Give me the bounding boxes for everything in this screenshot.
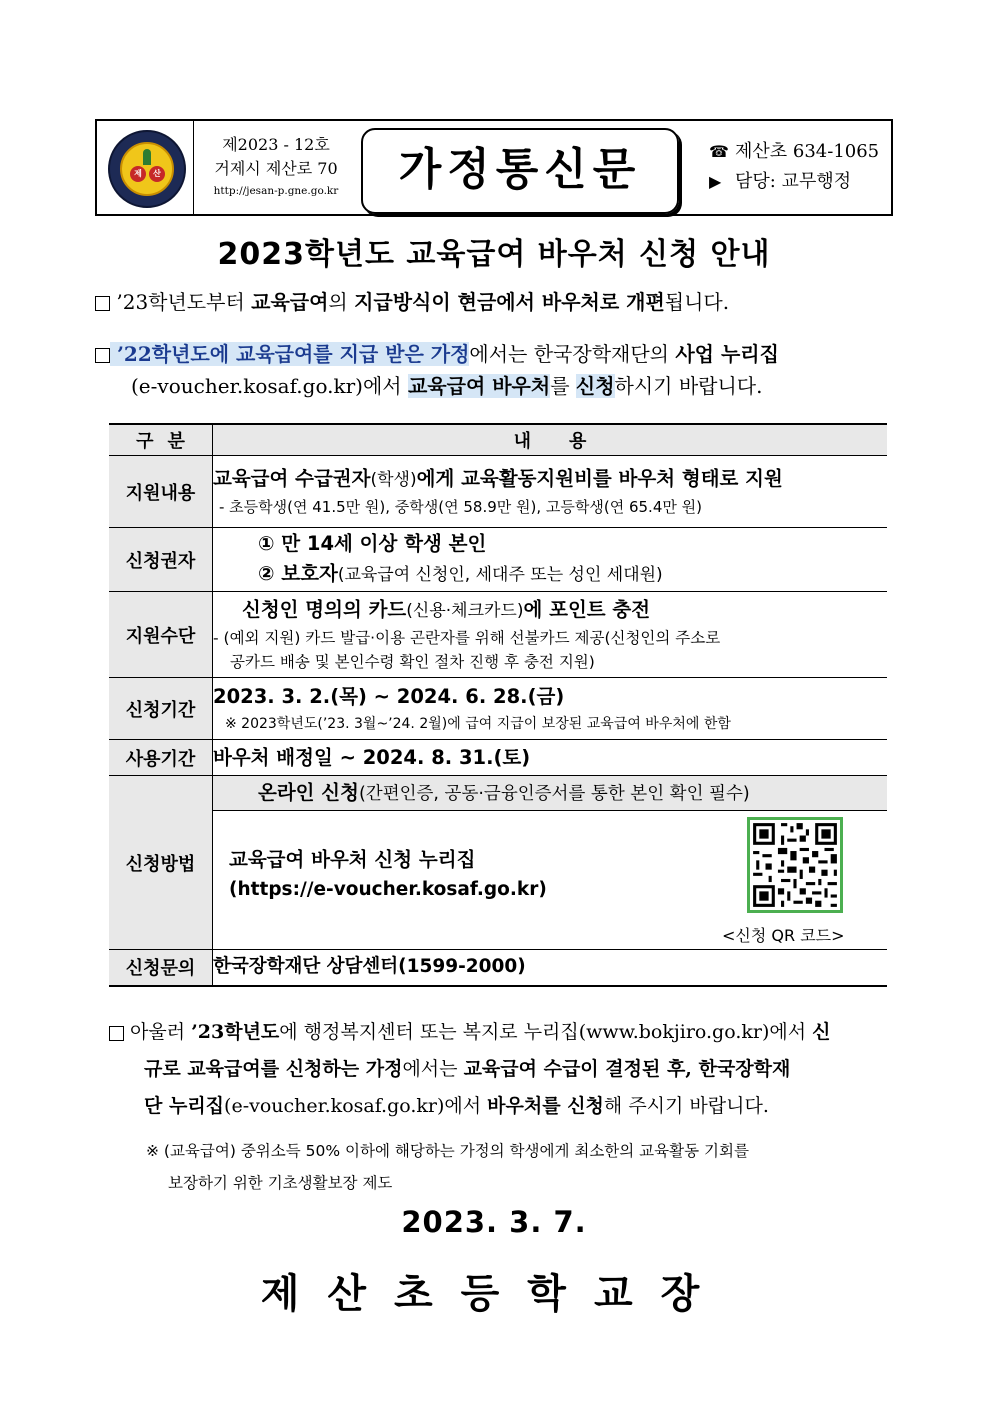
site-name: 교육급여 바우처 신청 누리집 — [229, 848, 476, 871]
checkbox-icon — [95, 348, 110, 363]
newsletter-header — [95, 119, 893, 216]
table-header-content: 내용 — [213, 424, 888, 456]
row-label: 사용기간 — [109, 740, 213, 776]
row-content: ① 만 14세 이상 학생 본인 ② 보호자(교육급여 신청인, 세대주 또는 성인 세대원) — [213, 528, 888, 592]
table-row-applicant — [109, 528, 887, 592]
notice-footnote-1: ※ (교육급여) 중위소득 50% 이하에 해당하는 가정의 학생에게 최소한의 교육활동 기회를 — [146, 1142, 749, 1160]
table-row-means — [109, 592, 887, 678]
phone-icon: ☎ — [709, 142, 729, 161]
intro-line-1: ’23학년도부터 교육급여의 지급방식이 현금에서 바우처로 개편됩니다. — [95, 282, 729, 322]
manager: 담당: 교무행정 — [735, 171, 852, 192]
row-label: 지원수단 — [109, 592, 213, 678]
row-label: 지원내용 — [109, 456, 213, 528]
table-header-row — [109, 424, 887, 456]
row-content: 신청인 명의의 카드(신용·체크카드)에 포인트 충전 - (예외 지원) 카드 발급·이용 곤란자를 위해 선불카드 제공(신청인의 주소로 공카드 배송 및 본인수령 확인 절차 진행 후 충전 지원) — [213, 592, 888, 678]
table-row-support — [109, 456, 887, 528]
logo-sprout-icon — [143, 149, 151, 165]
checkbox-icon — [109, 1026, 124, 1041]
online-apply-banner: 온라인 신청(간편인증, 공동·금융인증서를 통한 본인 확인 필수) — [213, 776, 887, 811]
intro-line-3: (e-voucher.kosaf.go.kr)에서 교육급여 바우처를 신청하시기 바랍니다. — [131, 374, 763, 398]
phone-number: 제산초 634-1065 — [735, 141, 880, 162]
qr-code-icon[interactable] — [747, 817, 843, 913]
notice-footnote-2: 보장하기 위한 기초생활보장 제도 — [168, 1174, 393, 1192]
table-row-method — [109, 776, 887, 950]
site-url[interactable]: (https://e-voucher.kosaf.go.kr) — [229, 879, 547, 900]
triangle-right-icon: ▶ — [709, 172, 722, 191]
phone-line — [709, 137, 893, 167]
contact-info — [709, 137, 893, 197]
issue-info — [201, 133, 351, 201]
qr-caption: <신청 QR 코드> — [722, 926, 845, 945]
school-website[interactable]: http://jesan-p.gne.go.kr — [213, 185, 339, 197]
checkbox-icon — [95, 296, 110, 311]
notice-line-3: 단 누리집(e-voucher.kosaf.go.kr)에서 바우처를 신청해 주시기 바랍니다. — [144, 1095, 769, 1117]
newsletter-title: 가정통신문 — [398, 144, 642, 195]
row-content — [213, 776, 888, 950]
voucher-info-table — [109, 423, 887, 987]
table-row-inquiry — [109, 950, 887, 986]
page-title: 2023학년도 교육급여 바우처 신청 안내 — [217, 237, 771, 272]
row-label: 신청방법 — [109, 776, 213, 950]
issue-date: 2023. 3. 7. — [401, 1205, 587, 1239]
principal-signature: 제산초등학교장 — [260, 1271, 728, 1317]
issue-number: 제2023 - 12호 — [222, 135, 330, 154]
table-row-usage — [109, 740, 887, 776]
logo-seed-right: 산 — [149, 166, 165, 182]
row-label: 신청권자 — [109, 528, 213, 592]
row-content: 한국장학재단 상담센터(1599-2000) — [213, 950, 888, 986]
row-content: 2023. 3. 2.(목) ~ 2024. 6. 28.(금) ※ 2023학년도(’23. 3월~’24. 2월)에 급여 지급이 보장된 교육급여 바우처에 한함 — [213, 678, 888, 740]
table-row-period — [109, 678, 887, 740]
manager-line — [709, 167, 893, 197]
row-content: 바우처 배정일 ~ 2024. 8. 31.(토) — [213, 740, 888, 776]
row-content: 교육급여 수급권자(학생)에게 교육활동지원비를 바우처 형태로 지원 - 초등학생(연 41.5만 원), 중학생(연 58.9만 원), 고등학생(연 65.4만 원) — [213, 456, 888, 528]
logo-emblem — [120, 142, 174, 196]
notice-line-1: 아울러 ’23학년도에 행정복지센터 또는 복지로 누리집(www.bokjiro.go.kr)에서 신 — [109, 1012, 830, 1052]
table-header-label: 구분 — [109, 424, 213, 456]
logo-seed-left: 제 — [130, 166, 146, 182]
newsletter-title-box — [361, 128, 679, 214]
school-logo — [108, 130, 186, 208]
logo-cell — [97, 121, 194, 214]
intro-line-2: ’22학년도에 교육급여를 지급 받은 가정에서는 한국장학재단의 사업 누리집 — [95, 334, 779, 374]
row-label: 신청문의 — [109, 950, 213, 986]
row-label: 신청기간 — [109, 678, 213, 740]
school-address: 거제시 제산로 70 — [214, 159, 338, 178]
notice-line-2: 규로 교육급여를 신청하는 가정에서는 교육급여 수급이 결정된 후, 한국장학재 — [144, 1058, 791, 1080]
